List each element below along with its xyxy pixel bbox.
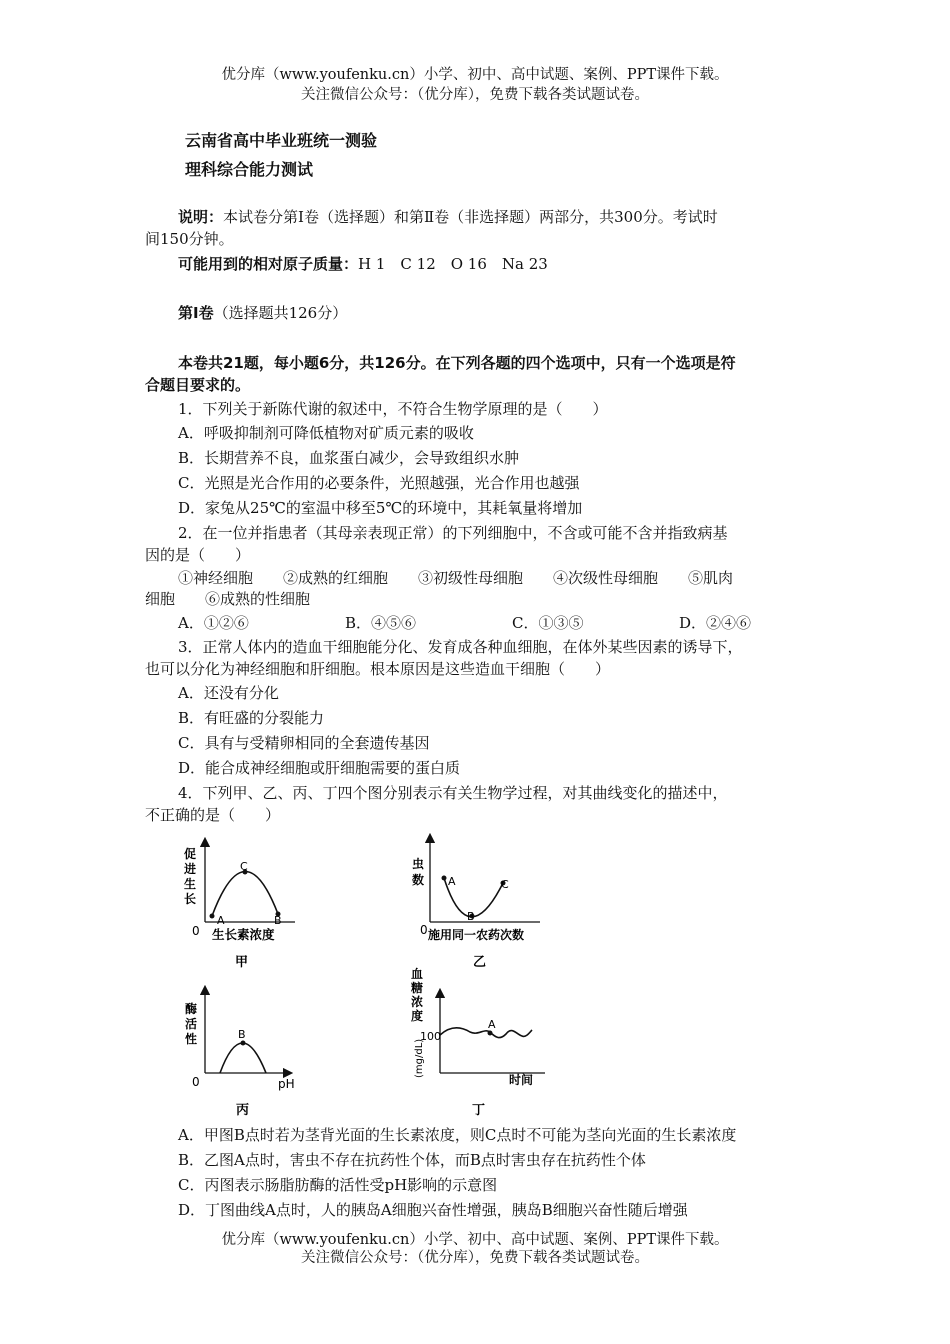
yi-caption: 乙 — [473, 955, 487, 970]
bing-label-b: B — [238, 1028, 246, 1041]
q4-stem-1: 4．下列甲、乙、丙、丁四个图分别表示有关生物学过程，对其曲线变化的描述中， — [178, 784, 728, 802]
q3-stem-2: 也可以分化为神经细胞和肝细胞。根本原因是这些造血干细胞（ ） — [145, 660, 611, 678]
q1-option-d: D．家兔从25℃的室温中移至5℃的环境中，其耗氧量将增加 — [178, 499, 583, 517]
q1-option-a: A．呼吸抑制剂可降低植物对矿质元素的吸收 — [178, 424, 474, 442]
jia-xlabel: 生长素浓度 — [212, 927, 275, 942]
q2-stem-1: 2．在一位并指患者（其母亲表现正常）的下列细胞中，不含或可能不含并指致病基 — [178, 524, 728, 542]
ding-tick-100: 100 — [420, 1030, 441, 1043]
bing-ylabel-2: 活 — [185, 1017, 198, 1031]
q3-option-d: D．能合成神经细胞或肝细胞需要的蛋白质 — [178, 759, 461, 777]
note-line-2: 间150分钟。 — [145, 230, 234, 248]
part1-instruction-2: 合题目要求的。 — [145, 376, 251, 394]
q4-figures — [170, 828, 570, 1128]
jia-ylabel-3: 生 — [184, 877, 197, 891]
figure-bing — [185, 990, 295, 1118]
q1-option-b: B．长期营养不良，血浆蛋白减少，会导致组织水肿 — [178, 449, 520, 467]
exam-subtitle: 理科综合能力测试 — [185, 160, 314, 179]
header-line-1: 优分库（www.youfenku.cn）小学、初中、高中试题、案例、PPT课件下载。 — [221, 67, 729, 83]
part1-label: 第Ⅰ卷 — [178, 304, 214, 322]
footer-line-1: 优分库（www.youfenku.cn）小学、初中、高中试题、案例、PPT课件下载。 — [221, 1232, 729, 1248]
ding-label-a: A — [488, 1018, 496, 1031]
jia-curve — [212, 871, 278, 916]
yi-ylabel-2: 数 — [412, 873, 425, 887]
jia-point-a — [210, 914, 215, 919]
note-line-1 — [178, 208, 808, 227]
jia-label-a: A — [217, 914, 225, 927]
q4-option-c: C．丙图表示肠脂肪酶的活性受pH影响的示意图 — [178, 1176, 498, 1194]
figure-jia — [183, 842, 295, 970]
q4-option-a: A．甲图B点时若为茎背光面的生长素浓度，则C点时不可能为茎向光面的生长素浓度 — [178, 1126, 737, 1144]
header-line-2: 关注微信公众号：（优分库），免费下载各类试题试卷。 — [301, 87, 649, 103]
q2-items-1: ①神经细胞 ②成熟的红细胞 ③初级性母细胞 ④次级性母细胞 ⑤肌肉 — [178, 569, 734, 587]
q2-options — [178, 614, 808, 633]
q4-option-d: D．丁图曲线A点时，人的胰岛A细胞兴奋性增强，胰岛B细胞兴奋性随后增强 — [178, 1201, 688, 1219]
q3-stem-1: 3．正常人体内的造血干细胞能分化、发育成各种血细胞，在体外某些因素的诱导下， — [178, 638, 743, 656]
ding-ylabel-3: 浓 — [411, 995, 424, 1009]
yi-origin: 0 — [420, 923, 428, 937]
q3-option-a: A．还没有分化 — [178, 684, 279, 702]
q2-option-b: B．④⑤⑥ — [345, 614, 417, 632]
ding-curve — [440, 1028, 532, 1038]
ding-ylabel-1: 血 — [411, 967, 424, 981]
footer-line-2: 关注微信公众号：（优分库），免费下载各类试题试卷。 — [301, 1250, 649, 1266]
q2-option-a: A．①②⑥ — [178, 614, 249, 632]
bing-ylabel-1: 酶 — [185, 1002, 198, 1016]
jia-ylabel-4: 长 — [184, 892, 197, 906]
ding-caption: 丁 — [472, 1103, 486, 1118]
yi-label-a: A — [448, 875, 456, 888]
yi-label-b: B — [467, 910, 475, 923]
part1-heading — [178, 304, 808, 323]
jia-label-b: B — [274, 914, 282, 927]
bing-caption: 丙 — [236, 1103, 250, 1118]
q3-option-b: B．有旺盛的分裂能力 — [178, 709, 325, 727]
q2-option-c: C．①③⑤ — [512, 614, 584, 632]
figure-yi — [412, 838, 540, 970]
ding-xlabel: 时间 — [509, 1073, 534, 1087]
atomic-mass-line — [178, 255, 808, 274]
yi-ylabel-1: 虫 — [412, 857, 425, 871]
bing-point-b — [241, 1041, 246, 1046]
q1-option-c: C．光照是光合作用的必要条件，光照越强，光合作用也越强 — [178, 474, 580, 492]
q2-items-2: 细胞 ⑥成熟的性细胞 — [145, 590, 311, 608]
q4-stem-2: 不正确的是（ ） — [145, 806, 281, 824]
note-text: 本试卷分第Ⅰ卷（选择题）和第Ⅱ卷（非选择题）两部分，共300分。考试时 — [223, 208, 718, 226]
atomic-mass-values: H 1 C 12 O 16 Na 23 — [358, 255, 548, 273]
ding-unit: (mg/dL) — [414, 1038, 425, 1078]
jia-origin: 0 — [192, 924, 200, 938]
note-label: 说明： — [178, 208, 224, 226]
ding-ylabel-2: 糖 — [411, 981, 424, 995]
q2-stem-2: 因的是（ ） — [145, 546, 251, 564]
q1-stem: 1．下列关于新陈代谢的叙述中，不符合生物学原理的是（ ） — [178, 400, 608, 418]
bing-ylabel-3: 性 — [185, 1032, 198, 1046]
yi-point-a — [442, 876, 447, 881]
jia-caption: 甲 — [235, 955, 249, 970]
bing-xlabel: pH — [278, 1077, 295, 1091]
part1-instruction-1: 本卷共21题，每小题6分，共126分。在下列各题的四个选项中，只有一个选项是符 — [178, 354, 736, 372]
q3-option-c: C．具有与受精卵相同的全套遗传基因 — [178, 734, 430, 752]
figure-ding — [410, 966, 545, 1118]
yi-label-c: C — [501, 878, 509, 891]
bing-origin: 0 — [192, 1075, 200, 1089]
ding-point-a — [488, 1031, 493, 1036]
yi-xlabel: 施用同一农药次数 — [428, 928, 525, 942]
part1-sub: （选择题共126分） — [213, 304, 348, 322]
q2-option-d: D．②④⑥ — [679, 614, 752, 632]
atomic-mass-label: 可能用到的相对原子质量： — [178, 255, 359, 273]
exam-title: 云南省高中毕业班统一测验 — [185, 131, 378, 150]
jia-ylabel-1: 促 — [184, 847, 197, 861]
q4-option-b: B．乙图A点时，害虫不存在抗药性个体，而B点时害虫存在抗药性个体 — [178, 1151, 646, 1169]
bing-curve — [220, 1043, 266, 1073]
jia-label-c: C — [240, 860, 248, 873]
ding-ylabel-4: 度 — [411, 1009, 424, 1023]
jia-ylabel-2: 进 — [184, 862, 197, 876]
